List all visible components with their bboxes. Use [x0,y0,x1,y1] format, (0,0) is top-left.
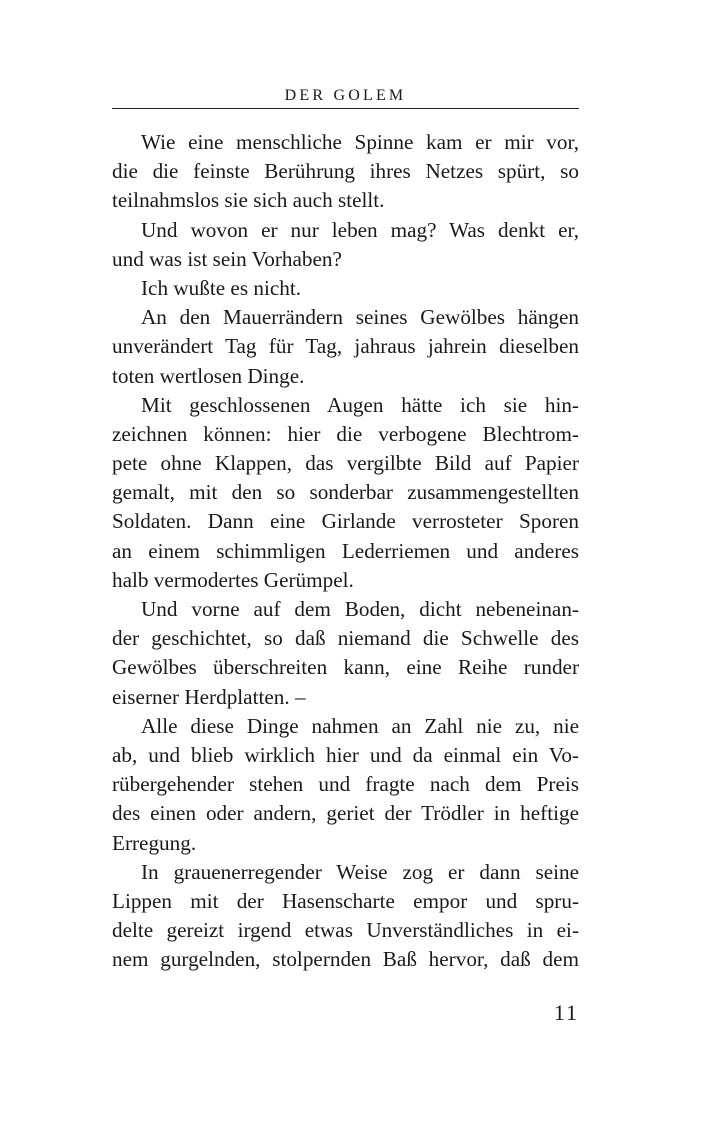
text-line: Alle diese Dinge nahmen an Zahl nie zu, nie [141,713,579,738]
text-line: des einen oder andern, geriet der Trödler in heftige [112,801,579,826]
text-line: der geschichtet, so daß niemand die Schwelle des [112,626,579,651]
text-line: ab, und blieb wirklich hier und da einmal ein Vo- [112,742,579,767]
text-line: Und wovon er nur leben mag? Was denkt er, [141,217,579,242]
text-line: Lippen mit der Hasenscharte empor und spru- [112,888,579,913]
text-line: halb vermodertes Gerümpel. [112,567,354,592]
text-line: und was ist sein Vorhaben? [112,246,342,271]
running-title: DER GOLEM [112,86,579,109]
text-line: Erregung. [112,830,197,855]
text-line: Gewölbes überschreiten kann, eine Reihe runder [112,655,579,680]
page-number: 11 [553,1000,579,1025]
text-line: delte gereizt irgend etwas Unverständliches in ei- [112,918,579,943]
text-line: In grauenerregender Weise zog er dann seine [141,859,579,884]
text-line: Soldaten. Dann eine Girlande verrosteter Sporen [112,509,579,534]
text-line: an einem schimmligen Lederriemen und anderes [112,538,579,563]
text-line: Mit geschlossenen Augen hätte ich sie hin- [141,392,579,417]
text-line: Wie eine menschliche Spinne kam er mir vor, [141,130,579,154]
text-line: zeichnen können: hier die verbogene Blechtrom- [112,421,579,446]
text-line: pete ohne Klappen, das vergilbte Bild auf Papier [112,451,579,476]
text-line: eiserner Herdplatten. – [112,684,306,709]
text-line: nem gurgelnden, stolpernden Baß hervor, daß dem [112,947,579,972]
text-line: Und vorne auf dem Boden, dicht nebeneinan- [141,597,579,621]
text-line: teilnahmslos sie sich auch stellt. [112,188,385,213]
text-line: die die feinste Berührung ihres Netzes spürt, so [112,159,579,184]
text-line: Ich wußte es nicht. [141,275,302,300]
body-text [112,128,579,974]
text-line: rübergehender stehen und fragte nach dem Preis [112,772,579,797]
text-line: toten wertlosen Dinge. [112,363,305,388]
text-line: unverändert Tag für Tag, jahraus jahrein dieselben [112,334,579,359]
text-line: gemalt, mit den so sonderbar zusammengestellten [112,480,579,505]
text-line: An den Mauerrändern seines Gewölbes hängen [141,305,579,330]
